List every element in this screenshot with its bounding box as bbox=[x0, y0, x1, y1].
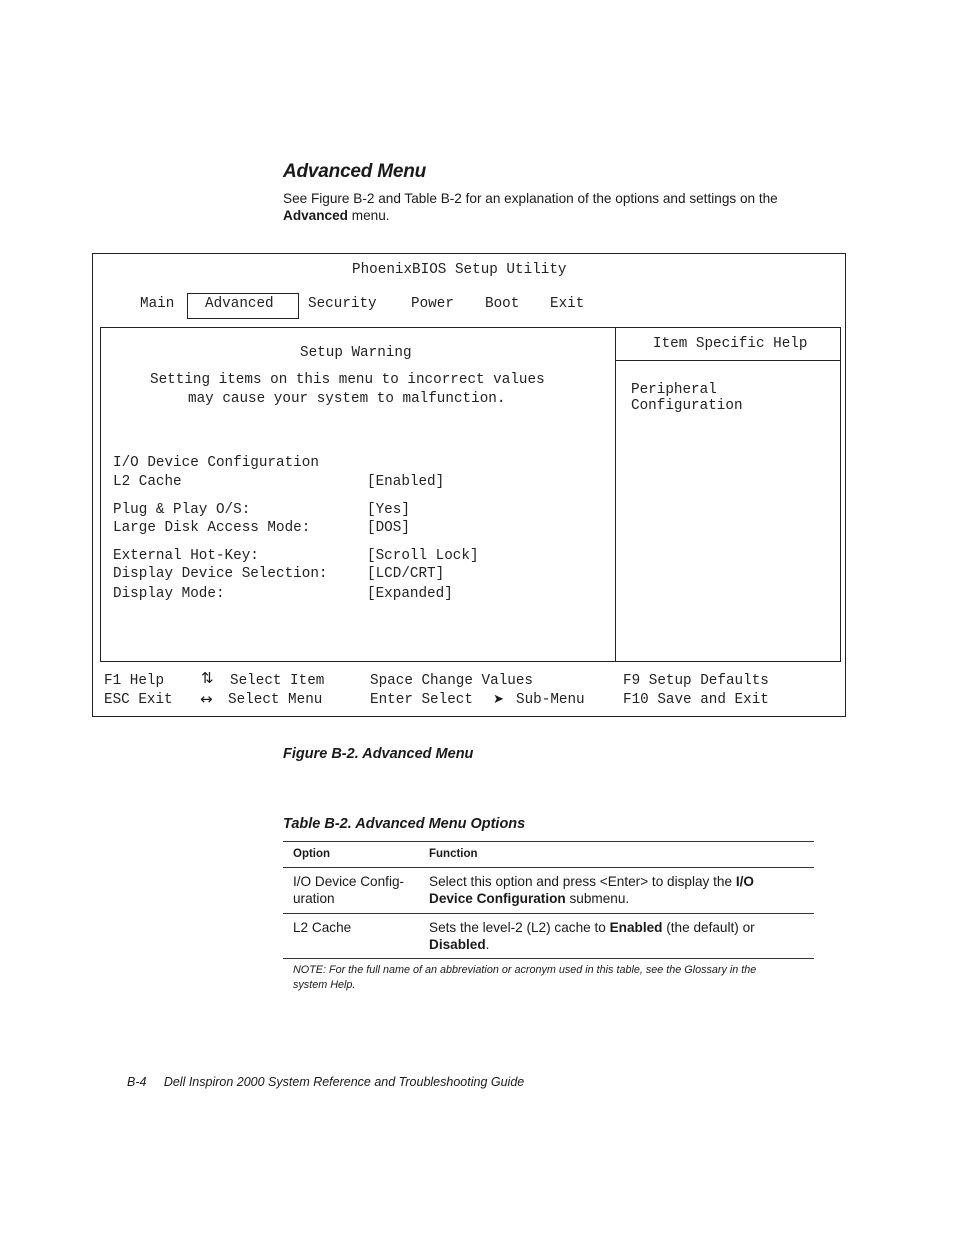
table-header-rule bbox=[283, 867, 814, 868]
submenu-arrow-icon: ➤ bbox=[493, 692, 504, 707]
key-space-change-values: Space Change Values bbox=[370, 673, 534, 689]
row2-function-text1: Sets the level-2 (L2) cache to bbox=[429, 920, 610, 935]
display-device-selection-label[interactable]: Display Device Selection: bbox=[113, 566, 328, 582]
table-title: Table B-2. Advanced Menu Options bbox=[283, 816, 526, 832]
intro-line1: See Figure B-2 and Table B-2 for an explanation of the options and settings on the bbox=[283, 191, 778, 206]
menu-tab-advanced[interactable]: Advanced bbox=[205, 296, 274, 312]
key-enter-select: Enter Select bbox=[370, 692, 473, 708]
plug-and-play-label[interactable]: Plug & Play O/S: bbox=[113, 502, 251, 518]
row1-function-text2: submenu. bbox=[565, 891, 630, 906]
row1-option bbox=[293, 873, 404, 907]
external-hot-key-value[interactable]: [Scroll Lock] bbox=[367, 548, 479, 564]
figure-caption: Figure B-2. Advanced Menu bbox=[283, 746, 474, 762]
large-disk-access-value[interactable]: [DOS] bbox=[367, 520, 410, 536]
row1-function-bold1: I/O bbox=[735, 874, 754, 889]
intro-line2: menu. bbox=[347, 208, 390, 223]
row2-option: L2 Cache bbox=[293, 920, 352, 935]
row2-function-text2: . bbox=[485, 937, 490, 952]
table-note-line1: NOTE: For the full name of an abbreviation or acronym used in this table, see the Glossary in the bbox=[293, 964, 757, 976]
help-header-divider bbox=[615, 360, 841, 361]
key-sub-menu: Sub-Menu bbox=[516, 692, 585, 708]
menu-tab-main[interactable]: Main bbox=[140, 296, 175, 312]
table-note bbox=[293, 963, 808, 993]
intro-bold: Advanced bbox=[283, 208, 348, 223]
page-footer bbox=[127, 1075, 524, 1089]
intro-paragraph bbox=[283, 190, 823, 224]
menu-tab-exit[interactable]: Exit bbox=[550, 296, 585, 312]
display-device-selection-value[interactable]: [LCD/CRT] bbox=[367, 566, 445, 582]
row2-function-bold1: Enabled bbox=[609, 920, 663, 935]
display-mode-value[interactable]: [Expanded] bbox=[367, 586, 453, 602]
row1-option-line1: I/O Device Config- bbox=[293, 874, 405, 889]
setup-warning-line2: may cause your system to malfunction. bbox=[188, 391, 506, 407]
key-f9-setup-defaults: F9 Setup Defaults bbox=[623, 673, 769, 689]
row1-option-line2: uration bbox=[293, 891, 335, 906]
large-disk-access-label[interactable]: Large Disk Access Mode: bbox=[113, 520, 311, 536]
page-number: B-4 bbox=[127, 1075, 147, 1089]
key-f1-help: F1 Help bbox=[104, 673, 165, 689]
bios-title: PhoenixBIOS Setup Utility bbox=[352, 262, 567, 278]
key-esc-exit: ESC Exit bbox=[104, 692, 173, 708]
key-f10-save-and-exit: F10 Save and Exit bbox=[623, 692, 769, 708]
l2-cache-label[interactable]: L2 Cache bbox=[113, 474, 182, 490]
display-mode-label[interactable]: Display Mode: bbox=[113, 586, 225, 602]
book-title: Dell Inspiron 2000 System Reference and Troubleshooting Guide bbox=[163, 1075, 525, 1089]
row1-function-text1: Select this option and press <Enter> to display the bbox=[429, 874, 736, 889]
row1-function-bold2: Device Configuration bbox=[429, 891, 566, 906]
row2-function bbox=[429, 919, 814, 953]
table-header-function: Function bbox=[429, 848, 478, 860]
table-top-rule bbox=[283, 841, 814, 842]
row1-function bbox=[429, 873, 814, 907]
panel-divider bbox=[615, 327, 616, 662]
setup-warning-title: Setup Warning bbox=[300, 345, 412, 361]
menu-tab-boot[interactable]: Boot bbox=[485, 296, 520, 312]
row2-function-text1-rest: (the default) or bbox=[662, 920, 755, 935]
section-title: Advanced Menu bbox=[283, 161, 427, 182]
plug-and-play-value[interactable]: [Yes] bbox=[367, 502, 410, 518]
up-down-arrows-icon: ⇅ bbox=[201, 669, 214, 687]
menu-tab-security[interactable]: Security bbox=[308, 296, 377, 312]
menu-tab-power[interactable]: Power bbox=[411, 296, 454, 312]
key-select-menu: Select Menu bbox=[228, 692, 323, 708]
io-device-configuration-item[interactable]: I/O Device Configuration bbox=[113, 455, 319, 471]
help-title: Item Specific Help bbox=[653, 336, 808, 352]
table-note-line2: system Help. bbox=[293, 979, 356, 991]
table-bottom-rule bbox=[283, 958, 814, 959]
external-hot-key-label[interactable]: External Hot-Key: bbox=[113, 548, 259, 564]
help-text-line1: Peripheral bbox=[631, 382, 717, 398]
table-header-option: Option bbox=[293, 848, 331, 860]
key-select-item: Select Item bbox=[230, 673, 325, 689]
setup-warning-line1: Setting items on this menu to incorrect values bbox=[150, 372, 545, 388]
row2-function-bold2: Disabled bbox=[429, 937, 486, 952]
table-row1-rule bbox=[283, 913, 814, 914]
l2-cache-value[interactable]: [Enabled] bbox=[367, 474, 445, 490]
left-right-arrow-icon: ↔ bbox=[200, 690, 213, 708]
help-text-line2: Configuration bbox=[631, 398, 743, 414]
